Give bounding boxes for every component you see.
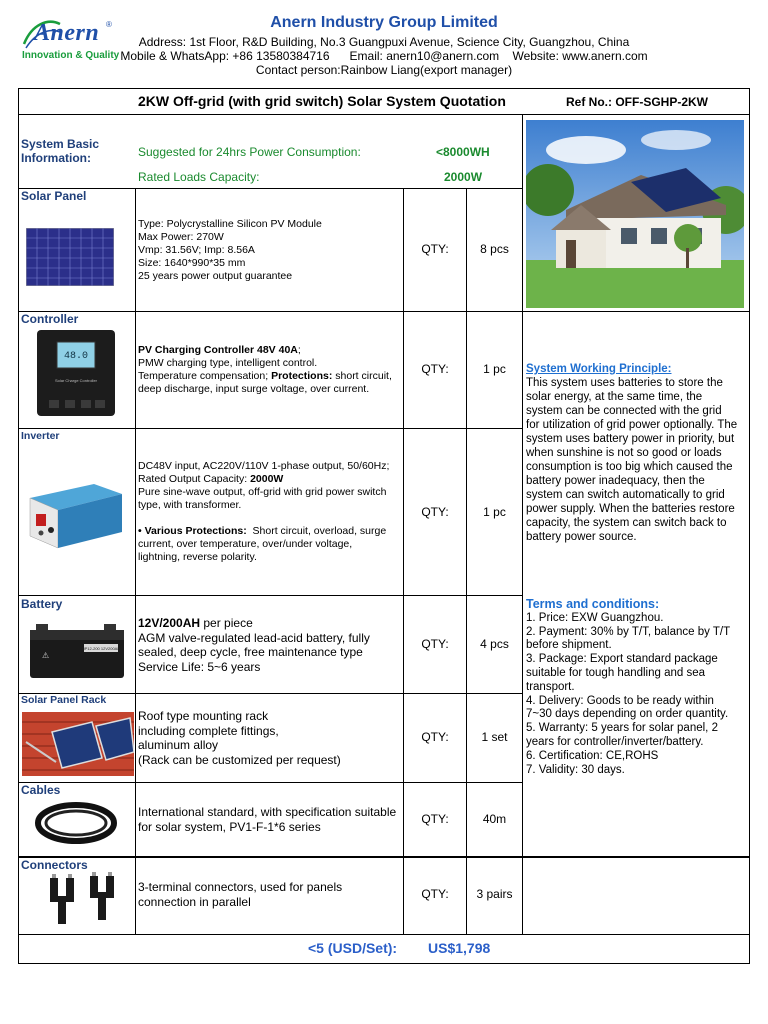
controller-image (35, 328, 117, 418)
battery-qty-label: QTY: (421, 637, 449, 651)
reference-number: Ref No.: OFF-SGHP-2KW (566, 95, 708, 109)
working-principle-heading: System Working Principle: (526, 363, 672, 375)
consumption-label: Suggested for 24hrs Power Consumption: (138, 145, 361, 159)
quotation-title: 2KW Off-grid (with grid switch) Solar System Quotation (138, 93, 506, 109)
controller-qty: 1 pc (483, 362, 506, 376)
solar-panel-qty: 8 pcs (480, 242, 509, 256)
svg-text:⚠: ⚠ (42, 651, 50, 660)
cables-qty-label: QTY: (421, 812, 449, 826)
battery-image (28, 622, 126, 680)
contact-person: Contact person:Rainbow Liang(export manager) (255, 63, 513, 77)
battery-label: Battery (21, 597, 63, 611)
controller-device-text: Solar Charge Controller (54, 378, 98, 383)
solar-panel-qty-label: QTY: (421, 242, 449, 256)
loads-capacity-label: Rated Loads Capacity: (138, 170, 260, 184)
controller-description: PV Charging Controller 48V 40A; PMW charging type, intelligent control. Temperature compensation; Protections: short circuit, deep discharge, input surge voltage, over current. (138, 344, 392, 395)
solar-panel-label: Solar Panel (21, 189, 87, 203)
cables-label: Cables (21, 783, 61, 797)
rack-qty-label: QTY: (421, 730, 449, 744)
battery-device-text: NP12-200 12V200AH (81, 646, 121, 651)
registered-mark: ® (106, 20, 112, 29)
connectors-label: Connectors (21, 858, 88, 872)
inverter-qty: 1 pc (483, 505, 506, 519)
rack-description: Roof type mounting rack including complete fittings, aluminum alloy (Rack can be customized per request) (138, 709, 341, 767)
system-basic-label: System Basic Information: (21, 137, 100, 165)
terms-and-conditions: Terms and conditions: 1. Price: EXW Guangzhou. 2. Payment: 30% by T/T, balance by T/T before shipment. 3. Package: Export standard package suitable for tough handling and sea transport. 4. Delivery: Goods to be ready within 7~30 days depending on order quantity. 5. Warranty: 5 years for solar panel, 2 years for controller/inverter/battery. 6. Certification: CE,ROHS 7. Validity: 30 days. (526, 598, 752, 777)
inverter-label: Inverter (21, 430, 60, 442)
connectors-qty-label: QTY: (421, 887, 449, 901)
rack-qty: 1 set (481, 730, 508, 744)
controller-qty-label: QTY: (421, 362, 449, 376)
connectors-description: 3-terminal connectors, used for panels connection in parallel (138, 880, 343, 909)
svg-text:48.0: 48.0 (63, 351, 89, 362)
cables-qty: 40m (482, 812, 507, 826)
house-solar-roof-image (526, 120, 744, 308)
inverter-image (24, 478, 126, 552)
connectors-qty: 3 pairs (476, 887, 513, 901)
inverter-description: DC48V input, AC220V/110V 1-phase output, 50/60Hz; Rated Output Capacity: 2000W Pure sine-wave output, off-grid with grid power switch type, with transformer. • Various Protections: Short circuit, overload, surge current, over temperature, over/under voltage, lightning, reverse polarity. (138, 460, 390, 563)
cables-description: International standard, with specification suitable for solar system, PV1-F-1*6 series (138, 805, 397, 834)
consumption-value: <8000WH (436, 145, 490, 159)
controller-label: Controller (21, 312, 79, 326)
connectors-image (46, 872, 120, 928)
price-label: <5 (USD/Set): (308, 940, 398, 956)
company-contact: Mobile & WhatsApp: +86 13580384716 Email: anern10@anern.com Website: www.anern.com (120, 49, 648, 63)
company-name: Anern Industry Group Limited (270, 14, 498, 31)
solar-panel-description: Type: Polycrystalline Silicon PV Module Max Power: 270W Vmp: 31.56V; Imp: 8.56A Size: 1640*990*35 mm 25 years power output guarantee (138, 218, 322, 282)
solar-panel-image (26, 228, 114, 286)
loads-capacity-value: 2000W (444, 170, 483, 184)
rack-label: Solar Panel Rack (21, 694, 107, 706)
battery-qty: 4 pcs (480, 637, 509, 651)
battery-description: 12V/200AH per piece AGM valve-regulated lead-acid battery, fully sealed, deep cycle, free maintenance type Service Life: 5~6 years (138, 616, 370, 674)
price-value: US$1,798 (428, 940, 491, 956)
company-address: Address: 1st Floor, R&D Building, No.3 Guangpuxi Avenue, Science City, Guangzhou, China (138, 35, 630, 49)
inverter-qty-label: QTY: (421, 505, 449, 519)
rack-image (22, 712, 134, 776)
working-principle: System Working Principle: This system uses batteries to store the solar energy, at the same time, the system can be connected with the grid for utilization of grid power optionally. The system uses battery power in priority, but when sunshine is not so good or loads consumption is too big which caused the battery power inadequacy, then the system can switch automatically to grid power supply. When the batteries restore capacity, the system can switch back to battery power source. (526, 362, 752, 544)
terms-heading: Terms and conditions: (526, 597, 660, 611)
logo-brand-text: Anern (34, 20, 100, 46)
logo-tagline: Innovation & Quality (22, 50, 120, 61)
cable-image (34, 800, 118, 846)
